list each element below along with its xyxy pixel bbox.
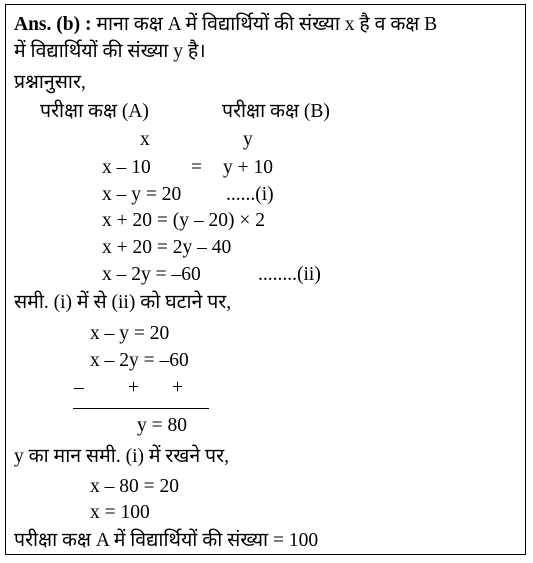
sign-plus-1: + [128, 377, 139, 398]
sign-plus-2: + [172, 377, 183, 398]
equation-4: x + 20 = 2y – 40 [102, 237, 232, 258]
equation-2-tag: ......(i) [226, 184, 274, 205]
variable-a: x [140, 129, 150, 150]
answer-label: Ans. (b) : [14, 14, 92, 35]
equation-5-tag: ........(ii) [258, 264, 321, 285]
conclusion-text: परीक्षा कक्ष A में विद्यार्थियों की संख्या = 100 [14, 530, 319, 551]
answer-statement: माना कक्ष A में विद्यार्थियों की संख्या x है व कक्ष B [96, 14, 438, 35]
subtract-step-text: समी. (i) में से (ii) को घटाने पर, [14, 292, 232, 313]
equation-2: x – y = 20 [102, 184, 182, 205]
final-equation-2: x = 100 [90, 502, 150, 523]
equation-5: x – 2y = –60 [102, 264, 201, 285]
column-header-a: परीक्षा कक्ष (A) [40, 101, 149, 122]
equation-1-right: y + 10 [223, 157, 273, 178]
subtract-equation-1: x – y = 20 [90, 323, 170, 344]
sign-minus: – [74, 377, 84, 398]
subtraction-rule [73, 408, 209, 409]
substitute-step-text: y का मान समी. (i) में रखने पर, [14, 446, 229, 467]
subtract-equation-2: x – 2y = –60 [90, 350, 189, 371]
equation-1-sign: = [191, 157, 202, 178]
intro-text: प्रश्नानुसार, [14, 72, 86, 93]
equation-3: x + 20 = (y – 20) × 2 [102, 210, 265, 231]
answer-line-2: में विद्यार्थियों की संख्या y है। [14, 41, 206, 62]
result-y: y = 80 [137, 415, 187, 436]
column-header-b: परीक्षा कक्ष (B) [222, 101, 330, 122]
variable-b: y [243, 129, 253, 150]
final-equation-1: x – 80 = 20 [90, 476, 179, 497]
answer-line-1 [14, 13, 437, 37]
equation-1-left: x – 10 [102, 157, 151, 178]
